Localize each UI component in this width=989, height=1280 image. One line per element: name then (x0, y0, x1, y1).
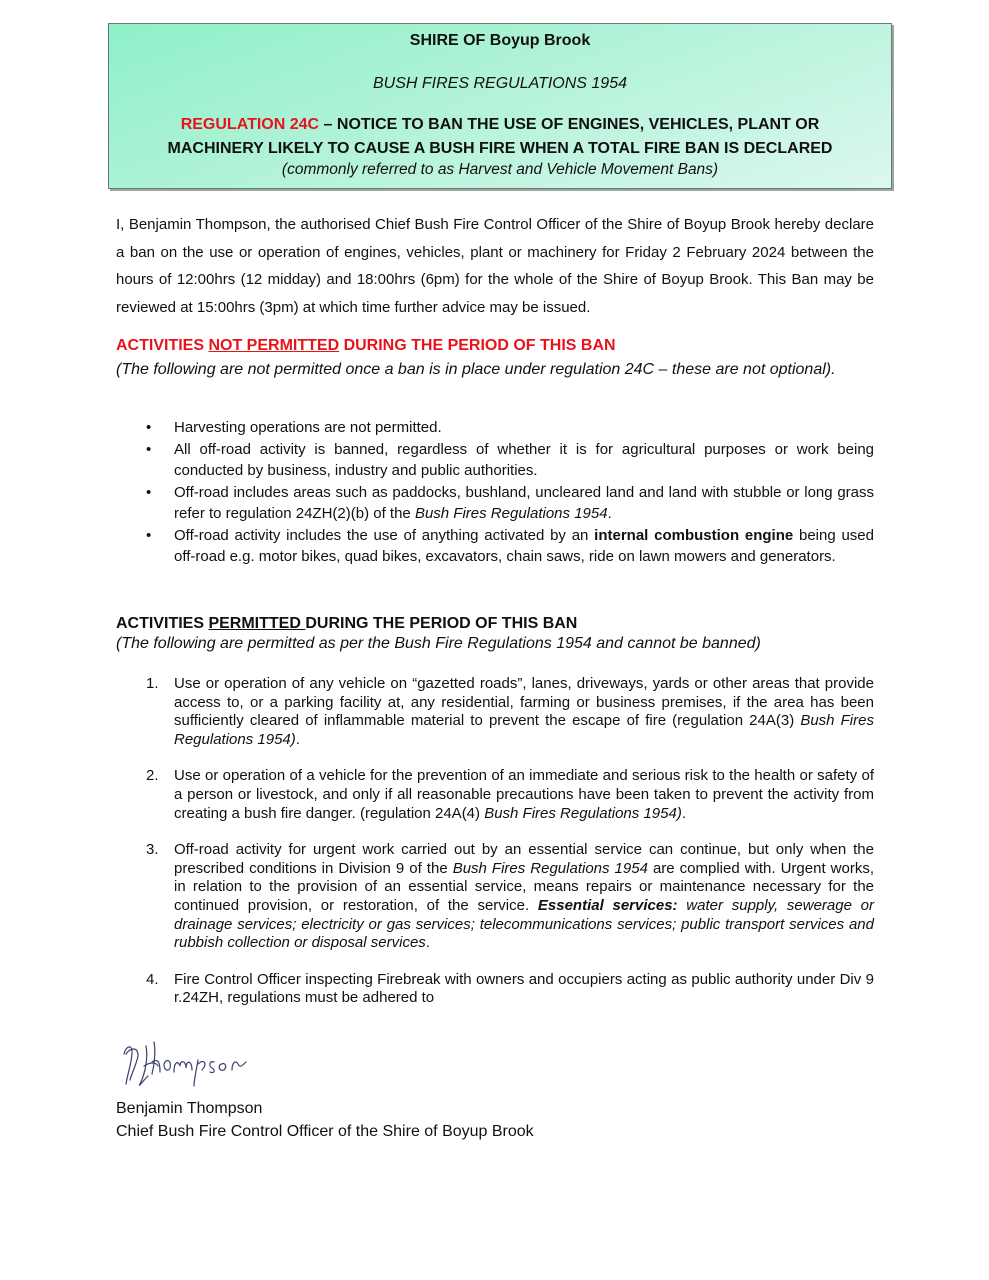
heading-underlined: PERMITTED (208, 615, 306, 632)
item-italic: Bush Fires Regulations 1954 (452, 859, 648, 877)
item-bold: internal combustion engine (594, 527, 794, 544)
permitted-list (116, 675, 874, 1026)
item-number: 3. (146, 841, 159, 859)
list-item (116, 841, 874, 953)
item-text: Off-road activity includes the use of anything activated by an (174, 527, 595, 544)
signatory-title: Chief Bush Fire Control Officer of the Shire of Boyup Brook (116, 1123, 534, 1140)
essential-services-label: Essential services: (537, 896, 678, 914)
bullet-icon: • (146, 484, 152, 501)
item-text: . (295, 730, 300, 748)
list-item (116, 675, 874, 749)
item-text: . (607, 505, 612, 522)
regulation-heading (109, 113, 891, 161)
item-italic: Bush Fires Regulations 1954 (414, 505, 608, 522)
item-text: Harvesting operations are not permitted. (174, 419, 442, 436)
signatory-name: Benjamin Thompson (116, 1100, 263, 1117)
item-text: Off-road activity for urgent work carried out by an essential service can continue, but only when the prescribed conditions in Division 9 of the (174, 841, 874, 877)
list-item (116, 417, 874, 438)
bullet-icon: • (146, 419, 152, 436)
heading-text: ACTIVITIES (116, 337, 209, 354)
item-text: Fire Control Officer inspecting Firebreak with owners and occupiers acting as public authority under Div 9 r.24ZH, regulations must be adhered to (174, 970, 874, 1007)
item-italic: Bush Fires Regulations 1954) (174, 712, 874, 748)
item-text: Use or operation of any vehicle on “gazetted roads”, lanes, driveways, yards or other areas that provide access to, or a parking facility at, any residential, farming or business premises, if the area has been sufficiently cleared of inflammable material to prevent the escape of fire (regulation 24A(3) (174, 675, 874, 730)
item-text: being used off-road e.g. motor bikes, quad bikes, excavators, chain saws, ride on lawn mowers and generators. (174, 527, 874, 565)
list-item (116, 971, 874, 1008)
item-text: . (681, 804, 686, 822)
signature-icon (118, 1032, 278, 1092)
heading-text: DURING THE PERIOD OF THIS BAN (339, 337, 616, 354)
permitted-note: (The following are permitted as per the Bush Fire Regulations 1954 and cannot be banned) (116, 635, 761, 652)
permitted-heading (116, 615, 577, 633)
item-italic: water supply, sewerage or drainage services; electricity or gas services; telecommunications services; public transport services and rubbish collection or disposal services (174, 896, 875, 952)
item-text: All off-road activity is banned, regardless of whether it is for agricultural purposes or work being conducted by business, industry and public authorities. (174, 441, 874, 479)
bullet-icon: • (146, 441, 152, 458)
not-permitted-note: (The following are not permitted once a ban is in place under regulation 24C – these are not optional). (116, 361, 836, 378)
item-text: Off-road includes areas such as paddocks, bushland, uncleared land and land with stubble or long grass refer to regulation 24ZH(2)(b) of the (174, 484, 874, 522)
declaration-paragraph: I, Benjamin Thompson, the authorised Chief Bush Fire Control Officer of the Shire of Boyup Brook hereby declare a ban on the use or operation of engines, vehicles, plant or machinery for Friday 2 February 2024 between the hours of 12:00hrs (12 midday) and 18:00hrs (6pm) for the whole of the Shire of Boyup Brook. This Ban may be reviewed at 15:00hrs (3pm) at which time further advice may be issued. (116, 216, 874, 316)
bullet-icon: • (146, 527, 152, 544)
item-text: are complied with. Urgent works, in relation to the provision of an essential service, means repairs or maintenance necessary for the continued provision, or restoration, of the service. (174, 859, 874, 914)
not-permitted-list (116, 417, 874, 568)
list-item (116, 439, 874, 481)
item-number: 1. (146, 675, 159, 692)
shire-title: SHIRE OF Boyup Brook (409, 32, 591, 49)
list-item (116, 767, 874, 823)
regulation-text-line2: MACHINERY LIKELY TO CAUSE A BUSH FIRE WHEN A TOTAL FIRE BAN IS DECLARED (167, 140, 833, 157)
heading-underlined: NOT PERMITTED (208, 337, 340, 354)
regulation-label: REGULATION 24C (180, 116, 320, 133)
item-number: 4. (146, 970, 159, 988)
list-item (116, 525, 874, 567)
heading-text: DURING THE PERIOD OF THIS BAN (305, 615, 578, 632)
regulations-subtitle: BUSH FIRES REGULATIONS 1954 (373, 75, 627, 92)
heading-text: ACTIVITIES (116, 615, 209, 632)
header-box (108, 23, 892, 189)
item-text: Use or operation of a vehicle for the prevention of an immediate and serious risk to the health or safety of a person or livestock, and only if all reasonable precautions have been taken to prevent the activity from creating a bush fire danger. (regulation 24A(4) (174, 767, 874, 822)
list-item (116, 482, 874, 524)
regulation-text-line1: – NOTICE TO BAN THE USE OF ENGINES, VEHICLES, PLANT OR (319, 116, 820, 133)
not-permitted-heading (116, 337, 616, 355)
item-italic: Bush Fires Regulations 1954) (484, 804, 682, 822)
item-text: . (425, 934, 430, 952)
common-name: (commonly referred to as Harvest and Vehicle Movement Bans) (281, 161, 719, 178)
item-number: 2. (146, 767, 159, 785)
